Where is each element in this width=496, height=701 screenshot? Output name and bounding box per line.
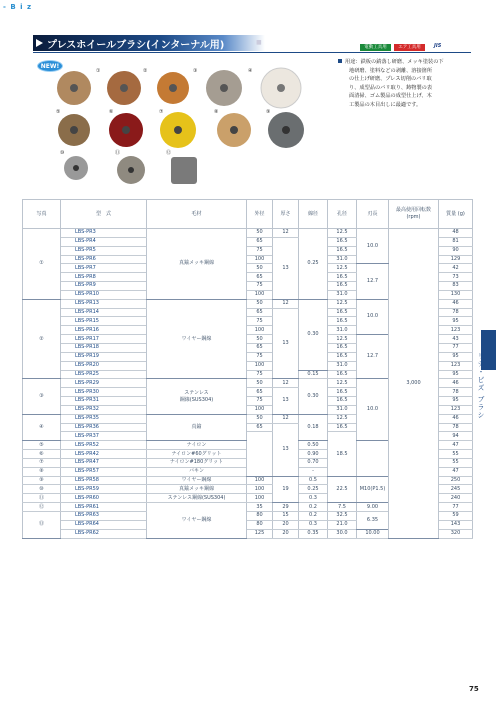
bullet-square-icon — [338, 59, 342, 63]
cell-hole: 16.5 — [328, 352, 357, 361]
cell-width: 19 — [273, 476, 299, 503]
cell-outer: 100 — [247, 494, 273, 503]
cell-weight: 78 — [439, 423, 473, 432]
title-end-icon: ■ — [256, 39, 262, 46]
cell-hole: 16.5 — [328, 370, 357, 379]
cell-weight: 78 — [439, 388, 473, 397]
photo-marker: ⑩ — [60, 150, 65, 156]
cell-outer: 65 — [247, 388, 273, 397]
usage-line: り、成型品のバリ取り、鋳物製の表 — [349, 84, 433, 91]
cell-model: LBS-PR13 — [61, 299, 147, 308]
cell-hole: 12.5 — [328, 229, 357, 238]
cell-wire: 0.35 — [299, 529, 328, 538]
cell-outer: 65 — [247, 423, 273, 432]
cell-weight: 43 — [439, 335, 473, 344]
table-row — [23, 229, 473, 238]
cell-model: LBS-PR60 — [61, 494, 147, 503]
cell-model: LBS-PR63 — [61, 512, 147, 521]
cell-weight: 123 — [439, 361, 473, 370]
cell-hole: 12.5 — [328, 379, 357, 388]
cell-outer: 50 — [247, 264, 273, 273]
cell-outer — [247, 432, 273, 476]
cell-model: LBS-PR31 — [61, 397, 147, 406]
cell-hole: 31.0 — [328, 405, 357, 414]
cell-weight: 123 — [439, 326, 473, 335]
photo-marker: ③ — [193, 68, 198, 74]
cell-hole: 31.0 — [328, 326, 357, 335]
col-photo: 写真 — [23, 200, 61, 229]
cell-material: バキン — [147, 467, 247, 476]
cell-model: LBS-PR16 — [61, 326, 147, 335]
cell-width: 13 — [273, 237, 299, 299]
cell-weight: 46 — [439, 414, 473, 423]
cell-photo: ① — [23, 229, 61, 300]
cell-outer: 65 — [247, 308, 273, 317]
cell-weight: 81 — [439, 237, 473, 246]
cell-width: 15 — [273, 512, 299, 521]
cell-model: LBS-PR18 — [61, 343, 147, 352]
cell-outer: 65 — [247, 237, 273, 246]
cell-model: LBS-PR25 — [61, 370, 147, 379]
cell-bristle: 10.0 — [357, 299, 389, 334]
cell-weight: 47 — [439, 467, 473, 476]
photo-marker: ⑫ — [166, 150, 172, 156]
cell-weight: 95 — [439, 397, 473, 406]
cell-photo: ⑩ — [23, 485, 61, 494]
cell-model: LBS-PR19 — [61, 352, 147, 361]
cell-hole: 30.0 — [328, 529, 357, 538]
cell-outer: 65 — [247, 343, 273, 352]
cell-model: LBS-PR29 — [61, 379, 147, 388]
cell-hole: 31.0 — [328, 290, 357, 299]
cell-outer: 100 — [247, 290, 273, 299]
cell-photo: ⑪ — [23, 494, 61, 503]
cell-hole: 16.5 — [328, 343, 357, 352]
cell-hole: 31.0 — [328, 255, 357, 264]
cell-weight: 48 — [439, 229, 473, 238]
cell-weight: 83 — [439, 282, 473, 291]
cell-model: LBS-PR59 — [61, 485, 147, 494]
brand-mark: - B i z — [3, 3, 33, 11]
photo-marker: ⑧ — [214, 109, 219, 115]
cell-weight: 73 — [439, 273, 473, 282]
cell-wire: 0.5 — [299, 476, 328, 485]
col-wire: 線径 — [299, 200, 328, 229]
cell-outer: 75 — [247, 352, 273, 361]
cell-weight: 95 — [439, 317, 473, 326]
cell-photo: ③ — [23, 379, 61, 414]
usage-line: 地研磨、塗料などの剥離、溶接箇所 — [349, 67, 433, 74]
cell-wire: 0.15 — [299, 370, 328, 379]
cell-model: LBS-PR6 — [61, 255, 147, 264]
cell-weight: 240 — [439, 494, 473, 503]
cell-hole: 16.5 — [328, 273, 357, 282]
cell-outer: 75 — [247, 282, 273, 291]
cell-hole: 16.5 — [328, 317, 357, 326]
cell-width: 13 — [273, 388, 299, 415]
cell-hole: 16.5 — [328, 388, 357, 397]
cell-outer: 100 — [247, 255, 273, 264]
cell-model: LBS-PR30 — [61, 388, 147, 397]
cell-outer: 100 — [247, 326, 273, 335]
cell-wire: 0.25 — [299, 229, 328, 300]
cell-model: LBS-PR37 — [61, 432, 147, 441]
cell-bristle: 10.0 — [357, 229, 389, 264]
cell-wire: 0.25 — [299, 485, 328, 494]
cell-hole: 16.5 — [328, 308, 357, 317]
cell-wire: 0.50 — [299, 441, 328, 450]
cell-material: 真鍮メッキ鋼線 — [147, 229, 247, 300]
usage-line: 面清掃、ゴム製品の成型仕上げ、木 — [349, 93, 432, 99]
cell-photo: ⑧ — [23, 467, 61, 476]
cell-photo: ② — [23, 299, 61, 379]
usage-line: 鉄板の錆落し研磨、メッキ塗装の下 — [360, 59, 444, 65]
cell-weight: 42 — [439, 264, 473, 273]
cell-model: LBS-PR4 — [61, 237, 147, 246]
cell-width: 12 — [273, 414, 299, 423]
cell-weight: 46 — [439, 379, 473, 388]
cell-outer: 50 — [247, 414, 273, 423]
badge-air-tool: エア工具用 — [394, 44, 425, 51]
cell-bristle: 6.35 — [357, 512, 389, 530]
cell-model: LBS-PR61 — [61, 503, 147, 512]
new-badge: NEW! — [37, 60, 63, 72]
title-arrow-icon — [36, 39, 43, 47]
cell-photo: ⑤ — [23, 441, 61, 450]
cell-material: ワイヤー鋼線 — [147, 299, 247, 379]
cell-wire: 0.2 — [299, 503, 328, 512]
cell-material: 真鍮メッキ鋼線 — [147, 485, 247, 494]
cell-weight: 123 — [439, 405, 473, 414]
cell-material: ナイロン#180グリット — [147, 458, 247, 467]
cell-outer: 100 — [247, 405, 273, 414]
cell-hole: 21.0 — [328, 520, 357, 529]
cell-width: 12 — [273, 299, 299, 308]
cell-wire: 0.70 — [299, 458, 328, 467]
badge-electric-tool: 電動工具用 — [360, 44, 391, 51]
usage-line: 工製品の木目出しに最適です。 — [349, 101, 422, 108]
cell-outer: 80 — [247, 520, 273, 529]
cell-model: LBS-PR32 — [61, 405, 147, 414]
material-line: ステンレス — [184, 389, 209, 396]
cell-hole: 12.5 — [328, 414, 357, 423]
cell-hole: 31.0 — [328, 361, 357, 370]
cell-weight: 129 — [439, 255, 473, 264]
cell-model: LBS-PR5 — [61, 246, 147, 255]
usage-line: の仕上げ研磨、プレス切削のバリ取 — [349, 76, 432, 82]
cell-outer: 65 — [247, 273, 273, 282]
cell-photo: ④ — [23, 414, 61, 441]
cell-bristle: 12.7 — [357, 264, 389, 299]
photo-marker: ⑥ — [109, 109, 114, 115]
cell-weight: 94 — [439, 432, 473, 441]
cell-width: 29 — [273, 503, 299, 512]
cell-outer: 75 — [247, 370, 273, 379]
cell-material: ワイヤー鋼線 — [147, 503, 247, 538]
cell-hole: 16.5 — [328, 423, 357, 432]
cell-outer: 100 — [247, 485, 273, 494]
cell-width: 20 — [273, 520, 299, 529]
product-photo — [36, 60, 332, 188]
cell-material: ナイロン — [147, 441, 247, 450]
col-hole: 孔径 — [328, 200, 357, 229]
cell-material: 真鍮 — [147, 414, 247, 441]
cell-bristle: 10.00 — [357, 529, 389, 538]
cell-hole: 12.5 — [328, 299, 357, 308]
cell-weight: 130 — [439, 290, 473, 299]
cell-outer: 35 — [247, 503, 273, 512]
cell-photo: ⑬ — [23, 512, 61, 539]
cell-model: LBS-PR7 — [61, 264, 147, 273]
cell-model: LBS-PR35 — [61, 414, 147, 423]
cell-wire: 0.30 — [299, 379, 328, 414]
cell-hole: 7.5 — [328, 503, 357, 512]
cell-width: 12 — [273, 229, 299, 238]
cell-material: ナイロン#60グリット — [147, 450, 247, 459]
cell-wire: - — [299, 467, 328, 476]
cell-photo: ⑦ — [23, 458, 61, 467]
page-title: プレスホイールブラシ(インターナル用) — [47, 40, 225, 51]
cell-weight: 46 — [439, 299, 473, 308]
cell-material: ワイヤー鋼線 — [147, 476, 247, 485]
cell-outer: 75 — [247, 317, 273, 326]
col-outer: 外径 — [247, 200, 273, 229]
col-width: 厚さ — [273, 200, 299, 229]
cell-outer: 100 — [247, 361, 273, 370]
cell-hole: 16.5 — [328, 282, 357, 291]
cell-wire: 0.18 — [299, 414, 328, 441]
cell-outer: 50 — [247, 335, 273, 344]
cell-photo: ⑫ — [23, 503, 61, 512]
cell-weight: 90 — [439, 246, 473, 255]
cell-hole: 16.5 — [328, 397, 357, 406]
cell-bristle: M10(P1.5) — [357, 476, 389, 503]
usage-label: 用途： — [345, 59, 361, 65]
cell-outer: 80 — [247, 512, 273, 521]
cell-weight: 55 — [439, 458, 473, 467]
photo-marker: ② — [143, 68, 148, 74]
cell-hole: 18.5 — [328, 432, 357, 476]
usage-block — [338, 58, 473, 109]
cell-weight: 55 — [439, 450, 473, 459]
cell-outer: 100 — [247, 476, 273, 485]
cell-outer: 125 — [247, 529, 273, 538]
cell-wire: 0.90 — [299, 450, 328, 459]
col-rpm: 最高使用回転数 (rpm) — [389, 200, 439, 229]
cell-model: LBS-PR17 — [61, 335, 147, 344]
cell-bristle: 10.0 — [357, 379, 389, 441]
cell-hole: 12.5 — [328, 264, 357, 273]
cell-hole: 16.5 — [328, 237, 357, 246]
cell-weight: 320 — [439, 529, 473, 538]
cell-model: LBS-PR3 — [61, 229, 147, 238]
photo-marker: ⑦ — [159, 109, 164, 115]
cell-model: LBS-PR57 — [61, 467, 147, 476]
cell-wire: 0.3 — [299, 520, 328, 529]
photo-marker: ⑪ — [115, 150, 121, 156]
cell-bristle: 9.00 — [357, 503, 389, 512]
photo-marker: ① — [96, 68, 101, 74]
cell-hole: 12.5 — [328, 335, 357, 344]
usage-first-line — [338, 58, 473, 67]
photo-marker: ⑤ — [56, 109, 61, 115]
cell-bristle — [357, 441, 389, 476]
cell-model: LBS-PR14 — [61, 308, 147, 317]
brand-logo: JIS — [434, 43, 442, 49]
cell-outer: 50 — [247, 229, 273, 238]
cell-hole: 16.5 — [328, 246, 357, 255]
cell-width: 12 — [273, 379, 299, 388]
cell-width: 20 — [273, 529, 299, 538]
cell-width: 13 — [273, 308, 299, 379]
cell-model: LBS-PR47 — [61, 458, 147, 467]
cell-photo: ⑨ — [23, 476, 61, 485]
cell-outer: 75 — [247, 397, 273, 406]
cell-model: LBS-PR10 — [61, 290, 147, 299]
side-index-label: リテ・ビズ ブラシ — [477, 352, 485, 420]
cell-rpm: 3,000 — [389, 229, 439, 539]
cell-model: LBS-PR15 — [61, 317, 147, 326]
spec-table-body — [23, 229, 473, 539]
cell-hole: 22.5 — [328, 476, 357, 503]
cell-weight: 245 — [439, 485, 473, 494]
cell-weight: 77 — [439, 503, 473, 512]
cell-bristle: 12.7 — [357, 335, 389, 379]
cell-width: 13 — [273, 423, 299, 476]
cell-model: LBS-PR20 — [61, 361, 147, 370]
cell-outer: 75 — [247, 246, 273, 255]
cell-model: LBS-PR9 — [61, 282, 147, 291]
cell-weight: 78 — [439, 308, 473, 317]
cell-outer: 50 — [247, 299, 273, 308]
cell-weight: 59 — [439, 512, 473, 521]
spec-table — [22, 199, 473, 539]
material-line: 鋼線(SUS304) — [179, 396, 214, 403]
cell-wire: 0.3 — [299, 494, 328, 503]
cell-weight: 95 — [439, 370, 473, 379]
cell-model: LBS-PR64 — [61, 520, 147, 529]
cell-wire: 0.30 — [299, 299, 328, 370]
page-number: 75 — [469, 685, 479, 693]
title-bar — [33, 35, 265, 51]
cell-model: LBS-PR42 — [61, 450, 147, 459]
col-weight: 質量 (g) — [439, 200, 473, 229]
photo-marker: ④ — [248, 68, 253, 74]
cell-material — [147, 379, 247, 414]
cell-model: LBS-PR36 — [61, 423, 147, 432]
cell-outer: 50 — [247, 379, 273, 388]
cell-model: LBS-PR8 — [61, 273, 147, 282]
cell-weight: 47 — [439, 441, 473, 450]
cell-weight: 143 — [439, 520, 473, 529]
usage-body — [338, 67, 473, 110]
cell-weight: 77 — [439, 343, 473, 352]
cell-model: LBS-PR58 — [61, 476, 147, 485]
col-material: 毛材 — [147, 200, 247, 229]
cell-weight: 95 — [439, 352, 473, 361]
col-bristle: 刃長 — [357, 200, 389, 229]
cell-hole: 32.5 — [328, 512, 357, 521]
cell-model: LBS-PR52 — [61, 441, 147, 450]
header-rule — [33, 52, 471, 53]
cell-model: LBS-PR62 — [61, 529, 147, 538]
cell-photo: ⑥ — [23, 450, 61, 459]
col-model: 型 式 — [61, 200, 147, 229]
photo-marker: ⑨ — [266, 109, 271, 115]
cell-material: ステンレス鋼線(SUS304) — [147, 494, 247, 503]
cell-weight: 250 — [439, 476, 473, 485]
cell-wire: 0.2 — [299, 512, 328, 521]
